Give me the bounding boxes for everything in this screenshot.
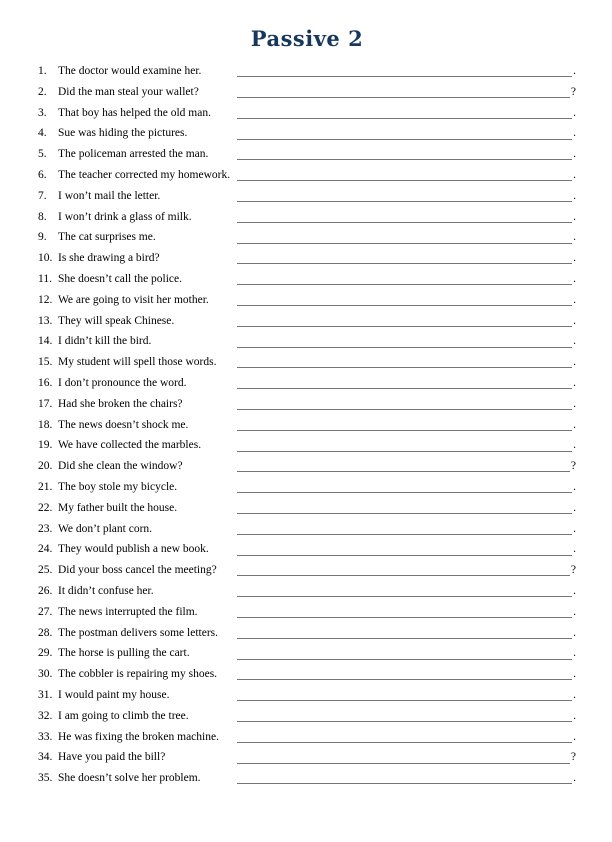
item-end-punctuation: ? bbox=[570, 85, 576, 98]
item-end-punctuation: . bbox=[573, 730, 576, 743]
answer-blank[interactable] bbox=[237, 305, 572, 306]
item-sentence: We don’t plant corn. bbox=[58, 522, 153, 535]
item-end-punctuation: . bbox=[573, 314, 576, 327]
exercise-row bbox=[38, 373, 576, 394]
answer-blank[interactable] bbox=[237, 388, 572, 389]
answer-blank[interactable] bbox=[237, 97, 570, 98]
item-sentence: The news interrupted the film. bbox=[58, 605, 198, 618]
item-sentence: Sue was hiding the pictures. bbox=[58, 127, 188, 140]
item-number: 12. bbox=[38, 293, 53, 306]
item-number: 23. bbox=[38, 522, 53, 535]
item-end-punctuation: . bbox=[573, 480, 576, 493]
exercise-row bbox=[38, 519, 576, 540]
item-end-punctuation: . bbox=[573, 231, 576, 244]
exercise-row bbox=[38, 415, 576, 436]
answer-blank[interactable] bbox=[237, 243, 572, 244]
item-end-punctuation: . bbox=[573, 501, 576, 514]
item-end-punctuation: . bbox=[573, 210, 576, 223]
item-number: 8. bbox=[38, 210, 47, 223]
exercise-row bbox=[38, 602, 576, 623]
answer-blank[interactable] bbox=[237, 222, 572, 223]
item-end-punctuation: . bbox=[573, 439, 576, 452]
item-end-punctuation: . bbox=[573, 376, 576, 389]
item-end-punctuation: . bbox=[573, 148, 576, 161]
item-number: 9. bbox=[38, 231, 47, 244]
item-end-punctuation: ? bbox=[570, 751, 576, 764]
exercise-row bbox=[38, 248, 576, 269]
item-end-punctuation: . bbox=[573, 647, 576, 660]
item-sentence: She doesn’t call the police. bbox=[58, 272, 183, 285]
item-number: 24. bbox=[38, 543, 53, 556]
item-number: 32. bbox=[38, 709, 53, 722]
exercise-row bbox=[38, 456, 576, 477]
exercise-row bbox=[38, 498, 576, 519]
item-end-punctuation: . bbox=[573, 65, 576, 77]
exercise-row bbox=[38, 269, 576, 290]
item-sentence: She doesn’t solve her problem. bbox=[58, 772, 201, 785]
item-number: 29. bbox=[38, 647, 53, 660]
item-sentence: I would paint my house. bbox=[58, 688, 170, 701]
item-sentence: Had she broken the chairs? bbox=[58, 397, 183, 410]
exercise-row bbox=[38, 311, 576, 332]
item-sentence: I am going to climb the tree. bbox=[58, 709, 189, 722]
item-number: 6. bbox=[38, 168, 47, 181]
item-number: 25. bbox=[38, 564, 53, 577]
item-number: 3. bbox=[38, 106, 47, 119]
exercise-row bbox=[38, 103, 576, 124]
exercise-row bbox=[38, 768, 576, 789]
answer-blank[interactable] bbox=[237, 367, 572, 368]
answer-blank[interactable] bbox=[237, 555, 572, 556]
item-number: 17. bbox=[38, 397, 53, 410]
item-end-punctuation: . bbox=[573, 127, 576, 140]
item-end-punctuation: . bbox=[573, 543, 576, 556]
item-sentence: They will speak Chinese. bbox=[58, 314, 175, 327]
exercise-row bbox=[38, 352, 576, 373]
item-sentence: Is she drawing a bird? bbox=[58, 252, 160, 265]
item-sentence: I won’t drink a glass of milk. bbox=[58, 210, 192, 223]
exercise-row bbox=[38, 477, 576, 498]
item-sentence: They would publish a new book. bbox=[58, 543, 209, 556]
item-sentence: Did she clean the window? bbox=[58, 460, 183, 473]
item-number: 20. bbox=[38, 460, 53, 473]
answer-blank[interactable] bbox=[237, 700, 572, 701]
answer-blank[interactable] bbox=[237, 679, 572, 680]
item-number: 19. bbox=[38, 439, 53, 452]
item-number: 33. bbox=[38, 730, 53, 743]
answer-blank[interactable] bbox=[237, 409, 572, 410]
answer-blank[interactable] bbox=[237, 284, 572, 285]
item-end-punctuation: . bbox=[573, 688, 576, 701]
item-end-punctuation: . bbox=[573, 106, 576, 119]
exercise-row bbox=[38, 123, 576, 144]
item-number: 14. bbox=[38, 335, 53, 348]
item-sentence: It didn’t confuse her. bbox=[58, 584, 154, 597]
answer-blank[interactable] bbox=[237, 513, 572, 514]
answer-blank[interactable] bbox=[237, 118, 572, 119]
item-sentence: That boy has helped the old man. bbox=[58, 106, 211, 119]
item-sentence: I didn’t kill the bird. bbox=[58, 335, 152, 348]
item-number: 4. bbox=[38, 127, 47, 140]
answer-blank[interactable] bbox=[237, 617, 572, 618]
item-end-punctuation: . bbox=[573, 189, 576, 202]
item-sentence: Did the man steal your wallet? bbox=[58, 85, 199, 98]
item-sentence: Have you paid the bill? bbox=[58, 751, 166, 764]
item-sentence: The cat surprises me. bbox=[58, 231, 156, 244]
exercise-row bbox=[38, 727, 576, 748]
answer-blank[interactable] bbox=[237, 180, 572, 181]
answer-blank[interactable] bbox=[237, 742, 572, 743]
item-number: 16. bbox=[38, 376, 53, 389]
exercise-row bbox=[38, 144, 576, 165]
item-end-punctuation: . bbox=[573, 418, 576, 431]
item-end-punctuation: . bbox=[573, 772, 576, 785]
item-end-punctuation: . bbox=[573, 293, 576, 306]
exercise-row bbox=[38, 394, 576, 415]
answer-blank[interactable] bbox=[237, 534, 572, 535]
item-number: 13. bbox=[38, 314, 53, 327]
exercise-row bbox=[38, 331, 576, 352]
answer-blank[interactable] bbox=[237, 783, 572, 784]
item-number: 26. bbox=[38, 584, 53, 597]
item-sentence: The teacher corrected my homework. bbox=[58, 168, 231, 181]
item-end-punctuation: . bbox=[573, 252, 576, 265]
item-number: 31. bbox=[38, 688, 53, 701]
exercise-row bbox=[38, 685, 576, 706]
item-number: 15. bbox=[38, 356, 53, 369]
item-end-punctuation: . bbox=[573, 356, 576, 369]
answer-blank[interactable] bbox=[237, 201, 572, 202]
exercise-row bbox=[38, 581, 576, 602]
exercise-row bbox=[38, 747, 576, 768]
item-sentence: The boy stole my bicycle. bbox=[58, 480, 178, 493]
exercise-row bbox=[38, 227, 576, 248]
item-sentence: My student will spell those words. bbox=[58, 356, 217, 369]
item-number: 34. bbox=[38, 751, 53, 764]
item-sentence: The cobbler is repairing my shoes. bbox=[58, 668, 218, 681]
exercise-row bbox=[38, 706, 576, 727]
item-number: 5. bbox=[38, 148, 47, 161]
answer-blank[interactable] bbox=[237, 159, 572, 160]
item-number: 21. bbox=[38, 480, 53, 493]
exercise-row bbox=[38, 290, 576, 311]
answer-blank[interactable] bbox=[237, 471, 570, 472]
item-end-punctuation: . bbox=[573, 335, 576, 348]
item-end-punctuation: ? bbox=[570, 564, 576, 577]
exercise-row bbox=[38, 61, 576, 82]
item-sentence: I don’t pronounce the word. bbox=[58, 376, 187, 389]
item-sentence: The doctor would examine her. bbox=[58, 65, 202, 77]
answer-blank[interactable] bbox=[237, 347, 572, 348]
item-sentence: He was fixing the broken machine. bbox=[58, 730, 219, 743]
page-title: Passive 2 bbox=[250, 26, 364, 51]
exercise-list bbox=[38, 61, 576, 789]
item-sentence: The postman delivers some letters. bbox=[58, 626, 219, 639]
item-number: 1. bbox=[38, 65, 47, 77]
exercise-row bbox=[38, 435, 576, 456]
item-end-punctuation: . bbox=[573, 605, 576, 618]
exercise-row bbox=[38, 207, 576, 228]
item-sentence: The news doesn’t shock me. bbox=[58, 418, 189, 431]
item-number: 10. bbox=[38, 252, 53, 265]
exercise-row bbox=[38, 623, 576, 644]
item-sentence: The policeman arrested the man. bbox=[58, 148, 209, 161]
answer-blank[interactable] bbox=[237, 263, 572, 264]
answer-blank[interactable] bbox=[237, 638, 572, 639]
item-end-punctuation: . bbox=[573, 168, 576, 181]
answer-blank[interactable] bbox=[237, 596, 572, 597]
answer-blank[interactable] bbox=[237, 659, 572, 660]
item-end-punctuation: . bbox=[573, 584, 576, 597]
answer-blank[interactable] bbox=[237, 575, 570, 576]
exercise-row bbox=[38, 165, 576, 186]
item-number: 22. bbox=[38, 501, 53, 514]
item-number: 28. bbox=[38, 626, 53, 639]
item-sentence: I won’t mail the letter. bbox=[58, 189, 161, 202]
item-number: 11. bbox=[38, 272, 52, 285]
exercise-row bbox=[38, 560, 576, 581]
answer-blank[interactable] bbox=[237, 763, 570, 764]
item-sentence: Did your boss cancel the meeting? bbox=[58, 564, 217, 577]
item-end-punctuation: . bbox=[573, 397, 576, 410]
exercise-row bbox=[38, 643, 576, 664]
item-end-punctuation: . bbox=[573, 709, 576, 722]
item-number: 30. bbox=[38, 668, 53, 681]
item-number: 27. bbox=[38, 605, 53, 618]
exercise-row bbox=[38, 186, 576, 207]
answer-blank[interactable] bbox=[237, 326, 572, 327]
item-sentence: The horse is pulling the cart. bbox=[58, 647, 190, 660]
exercise-row bbox=[38, 539, 576, 560]
item-end-punctuation: . bbox=[573, 272, 576, 285]
exercise-row bbox=[38, 664, 576, 685]
answer-blank[interactable] bbox=[237, 451, 572, 452]
item-number: 18. bbox=[38, 418, 53, 431]
answer-blank[interactable] bbox=[237, 430, 572, 431]
answer-blank[interactable] bbox=[237, 492, 572, 493]
answer-blank[interactable] bbox=[237, 76, 572, 77]
item-sentence: My father built the house. bbox=[58, 501, 178, 514]
item-number: 2. bbox=[38, 85, 47, 98]
item-end-punctuation: . bbox=[573, 626, 576, 639]
answer-blank[interactable] bbox=[237, 721, 572, 722]
exercise-row bbox=[38, 82, 576, 103]
item-number: 35. bbox=[38, 772, 53, 785]
item-number: 7. bbox=[38, 189, 47, 202]
item-end-punctuation: ? bbox=[570, 460, 576, 473]
item-sentence: We have collected the marbles. bbox=[58, 439, 202, 452]
item-sentence: We are going to visit her mother. bbox=[58, 293, 209, 306]
item-end-punctuation: . bbox=[573, 522, 576, 535]
item-end-punctuation: . bbox=[573, 668, 576, 681]
answer-blank[interactable] bbox=[237, 139, 572, 140]
